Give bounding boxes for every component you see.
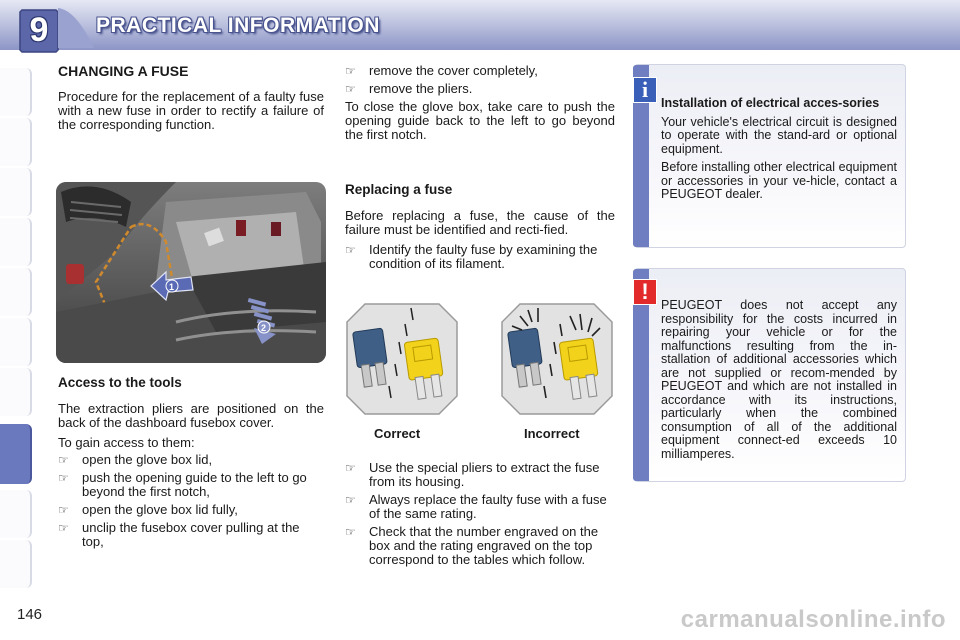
page-header [0, 0, 960, 50]
step-item [345, 243, 615, 271]
replace-section [345, 183, 615, 275]
section-heading: CHANGING A FUSE [58, 63, 189, 79]
step-item [58, 471, 324, 499]
info-box-text: Before installing other electrical equipment or accessories in your ve-hicle, contact a PEUGEOT dealer. [661, 160, 897, 201]
middle-column-bottom [345, 461, 615, 571]
replace-heading: Replacing a fuse [345, 182, 453, 197]
step-text: open the glove box lid, [82, 452, 213, 467]
chapter-tab-active[interactable] [0, 424, 32, 484]
info-box-content [661, 97, 897, 207]
step-text: Check that the number engraved on the box and the rating engraved on the top correspond to the tables which follow. [369, 524, 599, 567]
chapter-tabs [0, 60, 34, 580]
page-number: 146 [17, 606, 43, 623]
pointing-hand-icon: ☞ [345, 243, 356, 257]
chapter-tab[interactable] [0, 540, 32, 588]
step-item [345, 82, 615, 96]
step-text: remove the pliers. [369, 81, 473, 96]
caption-correct: Correct [374, 426, 421, 441]
chapter-number: 9 [29, 11, 49, 49]
header-tab-curve [58, 8, 94, 50]
pointing-hand-icon: ☞ [345, 461, 356, 475]
step-item [345, 461, 615, 489]
pointing-hand-icon: ☞ [58, 521, 69, 535]
info-box-text: Your vehicle's electrical circuit is designed to operate with the stand-ard or optional equipment. [661, 114, 897, 156]
replace-paragraph: Before replacing a fuse, the cause of the failure must be identified and recti-fied. [345, 208, 615, 237]
step-text: open the glove box lid fully, [82, 502, 238, 517]
fuse-incorrect-drawing [500, 302, 614, 416]
step-text: Identify the faulty fuse by examining the condition of its filament. [369, 242, 598, 271]
step-item [58, 521, 324, 549]
middle-column-top [345, 64, 615, 148]
chapter-tab[interactable] [0, 318, 32, 366]
tools-heading: Access to the tools [58, 375, 182, 390]
warning-box-content [661, 299, 897, 466]
fuse-correct-drawing [345, 302, 459, 416]
chapter-tab[interactable] [0, 368, 32, 416]
step-item [345, 525, 615, 567]
step-item [345, 493, 615, 521]
chapter-badge [18, 8, 60, 54]
arrow-1-label: 1 [169, 282, 175, 292]
pointing-hand-icon: ☞ [58, 503, 69, 517]
left-column [58, 64, 324, 138]
pointing-hand-icon: ☞ [345, 82, 356, 96]
arrow-2-label: 2 [261, 323, 267, 333]
pointing-hand-icon: ☞ [345, 493, 356, 507]
step-item [345, 64, 615, 78]
info-box [634, 64, 906, 248]
step-text: remove the cover completely, [369, 63, 538, 78]
pointing-hand-icon: ☞ [58, 453, 69, 467]
intro-paragraph: Procedure for the replacement of a faulty fuse with a new fuse in order to rectify a failure of the corresponding function. [58, 89, 324, 132]
pointing-hand-icon: ☞ [345, 525, 356, 539]
chapter-tab[interactable] [0, 168, 32, 216]
step-item [58, 503, 324, 517]
caption-incorrect: Incorrect [524, 426, 580, 441]
fuse-incorrect-illustration [500, 302, 614, 416]
warning-icon: ! [633, 279, 657, 305]
pointing-hand-icon: ☞ [58, 471, 69, 485]
step-item [58, 453, 324, 467]
watermark: carmanualsonline.info [680, 606, 946, 633]
glovebox-drawing [56, 182, 326, 363]
chapter-tab[interactable] [0, 118, 32, 166]
chapter-tab[interactable] [0, 268, 32, 316]
step-text: push the opening guide to the left to go beyond the first notch, [82, 470, 307, 499]
close-paragraph: To close the glove box, take care to push the opening guide back to the left to go beyond the first notch. [345, 99, 615, 142]
fuse-correct-illustration [345, 302, 459, 416]
info-icon: i [633, 77, 657, 103]
warning-box [634, 268, 906, 482]
chapter-tab[interactable] [0, 490, 32, 538]
step-text: unclip the fusebox cover pulling at the top, [82, 520, 300, 549]
gain-access-text: To gain access to them: [58, 435, 195, 450]
warning-box-text: PEUGEOT does not accept any responsibility for the costs incurred in repairing your vehicle or for the malfunctions resulting from the in-stallation of additional accessories which are not supplied or recom-mended by PEUGEOT and which are not installed in accordance with its instructions, particularly when the combined consumption of all of the additional equipment connect-ed exceeds 10 milliamperes. [661, 298, 897, 461]
step-text: Use the special pliers to extract the fuse from its housing. [369, 460, 600, 489]
tools-paragraph: The extraction pliers are positioned on the back of the dashboard fusebox cover. [58, 401, 324, 430]
chapter-tab[interactable] [0, 218, 32, 266]
page-title: PRACTICAL INFORMATION [96, 14, 380, 37]
glovebox-illustration [56, 182, 326, 363]
step-text: Always replace the faulty fuse with a fuse of the same rating. [369, 492, 607, 521]
pointing-hand-icon: ☞ [345, 64, 356, 78]
tools-section [58, 376, 324, 553]
chapter-tab[interactable] [0, 68, 32, 116]
info-box-title: Installation of electrical acces-sories [661, 96, 880, 110]
